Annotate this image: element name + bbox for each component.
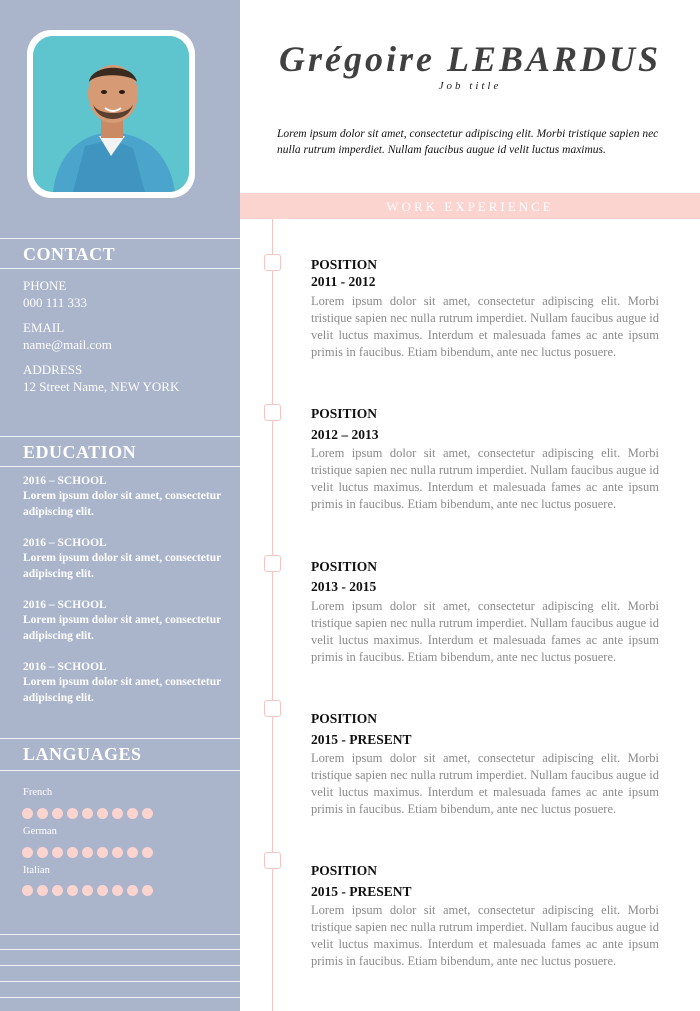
- level-dot: [142, 808, 153, 819]
- education-item-text: Lorem ipsum dolor sit amet, consectetur adipiscing elit.: [23, 490, 222, 518]
- level-dot: [67, 808, 78, 819]
- email-label: EMAIL: [23, 320, 65, 335]
- job-entry: [311, 405, 659, 513]
- education-item-head: 2016 – SCHOOL: [23, 475, 107, 487]
- level-dot: [97, 808, 108, 819]
- intro-text: Lorem ipsum dolor sit amet, consectetur adipiscing elit. Morbi tristique sapien nec nulla rutrum imperdiet. Nullam faucibus augue id velit luctus maximus.: [277, 128, 659, 156]
- level-dot: [97, 847, 108, 858]
- contact-email: [23, 319, 112, 353]
- level-dot: [22, 885, 33, 896]
- education-item-text: Lorem ipsum dolor sit amet, consectetur adipiscing elit.: [23, 552, 222, 580]
- footer-rule: [0, 997, 240, 998]
- candidate-name: Grégoire LEBARDUS: [278, 39, 662, 79]
- job-entry: [311, 256, 659, 361]
- timeline-node: [264, 555, 281, 572]
- work-experience-title: WORK EXPERIENCE: [386, 199, 554, 214]
- address-label: ADDRESS: [23, 362, 83, 377]
- level-dot: [37, 847, 48, 858]
- education-item: [23, 598, 223, 644]
- job-entry: [311, 862, 659, 970]
- timeline-line: [272, 219, 273, 1011]
- timeline-node: [264, 404, 281, 421]
- job-title: Job title: [438, 80, 502, 92]
- job-description: Lorem ipsum dolor sit amet, consectetur adipiscing elit. Morbi tristique sapien nec nulla rutrum imperdiet. Nullam faucibus augue id velit luctus maximus. Interdum et malesuada fames ac ante ipsum primis in faucibus. Etiam bibendum, ante nec luctus posuere.: [311, 599, 659, 664]
- level-dot: [82, 885, 93, 896]
- job-description: Lorem ipsum dolor sit amet, consectetur adipiscing elit. Morbi tristique sapien nec nulla rutrum imperdiet. Nullam faucibus augue id velit luctus maximus. Interdum et malesuada fames ac ante ipsum primis in faucibus. Etiam bibendum, ante nec luctus posuere.: [311, 446, 659, 511]
- level-dot: [127, 847, 138, 858]
- education-item: [23, 474, 223, 520]
- contact-rule-bottom: [0, 268, 240, 269]
- job-dates: 2013 - 2015: [311, 579, 377, 594]
- education-title: EDUCATION: [23, 442, 137, 462]
- education-item-text: Lorem ipsum dolor sit amet, consectetur adipiscing elit.: [23, 614, 222, 642]
- footer-rule: [0, 981, 240, 982]
- level-dot: [142, 847, 153, 858]
- job-dates: 2015 - PRESENT: [311, 732, 412, 747]
- education-item-head: 2016 – SCHOOL: [23, 599, 107, 611]
- language-level-italian: [22, 885, 153, 896]
- contact-rule-top: [0, 238, 240, 239]
- level-dot: [37, 808, 48, 819]
- address-value: 12 Street Name, NEW YORK: [23, 379, 180, 394]
- phone-label: PHONE: [23, 278, 67, 293]
- education-item-head: 2016 – SCHOOL: [23, 661, 107, 673]
- level-dot: [127, 808, 138, 819]
- level-dot: [37, 885, 48, 896]
- phone-value: 000 111 333: [23, 295, 88, 310]
- job-description: Lorem ipsum dolor sit amet, consectetur adipiscing elit. Morbi tristique sapien nec nulla rutrum imperdiet. Nullam faucibus augue id velit luctus maximus. Interdum et malesuada fames ac ante ipsum primis in faucibus. Etiam bibendum, ante nec luctus posuere.: [311, 294, 659, 359]
- education-item-head: 2016 – SCHOOL: [23, 537, 107, 549]
- education-item: [23, 536, 223, 582]
- footer-rule: [0, 965, 240, 966]
- job-dates: 2011 - 2012: [311, 274, 376, 289]
- level-dot: [112, 847, 123, 858]
- language-name-german: German: [23, 826, 57, 837]
- level-dot: [67, 847, 78, 858]
- level-dot: [82, 847, 93, 858]
- footer-rule: [0, 934, 240, 935]
- education-item: [23, 660, 223, 706]
- job-position: POSITION: [311, 257, 378, 272]
- language-level-german: [22, 847, 153, 858]
- contact-title: CONTACT: [23, 244, 116, 264]
- level-dot: [142, 885, 153, 896]
- job-position: POSITION: [311, 711, 378, 726]
- job-entry: [311, 710, 659, 818]
- job-position: POSITION: [311, 863, 378, 878]
- level-dot: [112, 885, 123, 896]
- level-dot: [67, 885, 78, 896]
- job-description: Lorem ipsum dolor sit amet, consectetur adipiscing elit. Morbi tristique sapien nec nulla rutrum imperdiet. Nullam faucibus augue id velit luctus maximus. Interdum et malesuada fames ac ante ipsum primis in faucibus. Etiam bibendum, ante nec luctus posuere.: [311, 751, 659, 816]
- contact-phone: [23, 277, 87, 311]
- job-description: Lorem ipsum dolor sit amet, consectetur adipiscing elit. Morbi tristique sapien nec nulla rutrum imperdiet. Nullam faucibus augue id velit luctus maximus. Interdum et malesuada fames ac ante ipsum primis in faucibus. Etiam bibendum, ante nec luctus posuere.: [311, 903, 659, 968]
- level-dot: [97, 885, 108, 896]
- contact-address: [23, 361, 179, 395]
- languages-rule-bottom: [0, 770, 240, 771]
- education-rule-bottom: [0, 466, 240, 467]
- job-position: POSITION: [311, 559, 378, 574]
- language-name-french: French: [23, 787, 53, 798]
- language-level-french: [22, 808, 153, 819]
- languages-title: LANGUAGES: [23, 744, 142, 764]
- work-experience-band: [240, 193, 700, 219]
- education-item-text: Lorem ipsum dolor sit amet, consectetur adipiscing elit.: [23, 676, 222, 704]
- level-dot: [82, 808, 93, 819]
- timeline-node: [264, 700, 281, 717]
- job-position: POSITION: [311, 406, 378, 421]
- level-dot: [22, 808, 33, 819]
- sidebar: [0, 0, 240, 1011]
- level-dot: [127, 885, 138, 896]
- timeline-node: [264, 852, 281, 869]
- education-rule-top: [0, 436, 240, 437]
- job-dates: 2015 - PRESENT: [311, 884, 412, 899]
- profile-photo: [33, 36, 189, 192]
- job-dates: 2012 – 2013: [311, 427, 379, 442]
- languages-rule-top: [0, 738, 240, 739]
- footer-rule: [0, 949, 240, 950]
- level-dot: [52, 885, 63, 896]
- profile-photo-frame: [27, 30, 195, 198]
- level-dot: [22, 847, 33, 858]
- timeline-node: [264, 254, 281, 271]
- job-entry: [311, 558, 659, 666]
- language-name-italian: Italian: [23, 865, 50, 876]
- level-dot: [52, 808, 63, 819]
- email-value: name@mail.com: [23, 337, 112, 352]
- level-dot: [112, 808, 123, 819]
- level-dot: [52, 847, 63, 858]
